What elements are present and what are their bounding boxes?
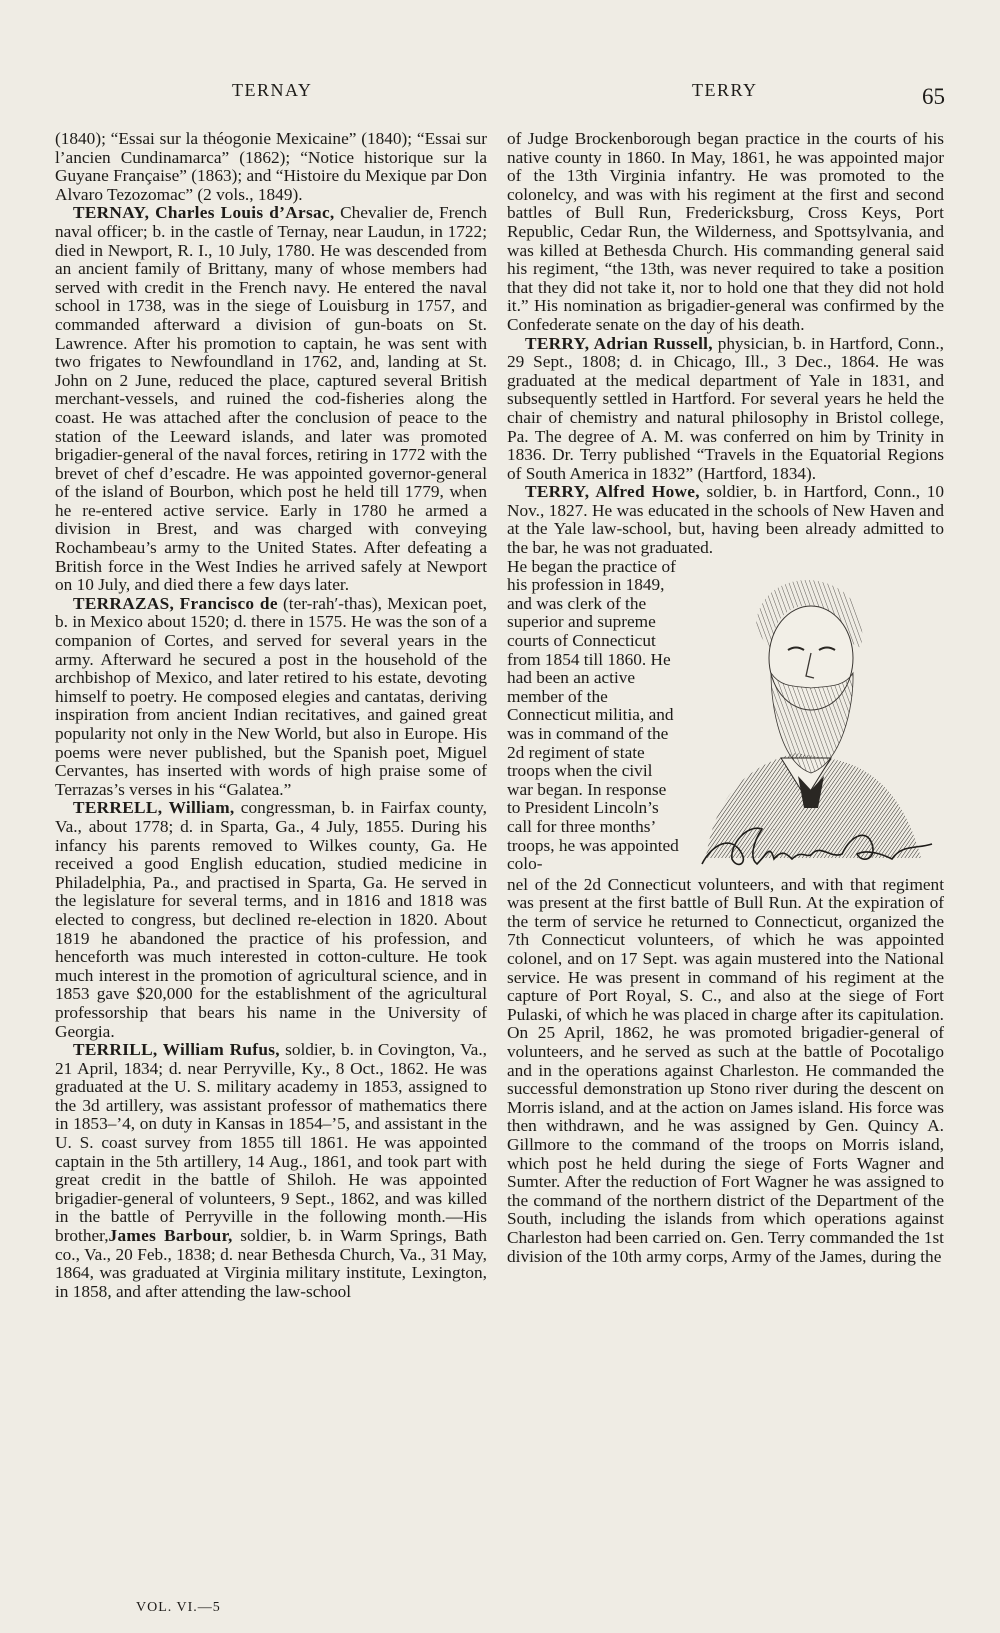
entry-alfred-terry-continued: nel of the 2d Connecticut volunteers, and with that regiment was present at the first battle of Bull Run. At the expiration of the term of service he returned to Connecticut, organized the 7th Connecticut volunteers, of which he was appointed colonel, and on 17 Sept. was again mustered into the National service. He was present in command of his regiment at the capture of Port Royal, S. C., and also at the siege of Fort Pulaski, of which he was placed in charge after its capitulation. On 25 April, 1862, he was promoted brigadier-general of volunteers, and he served as such at the battle of Pocotaligo and in the operations against Charleston. He commanded the successful demonstration up Stono river during the descent on Morris island, and at the action on James island. His force was then withdrawn, and he was assigned by Gen. Quincy A. Gillmore to the command of the troops on Morris island, which post he held during the siege of Forts Wagner and Sumter. After the reduction of Fort Wagner he was assigned to the command of the northern district of the Department of the South, including the islands from which operations against Charleston had been carried on. Gen. Terry commanded the 1st division of the 10th army corps, Army of the James, during the [507, 874, 944, 1266]
page-number: 65 [922, 84, 945, 109]
entry-terrill [55, 1041, 487, 1301]
entry-alfred-terry-narrow: He began the practice of his profession in 1849, and was clerk of the superior and supreme courts of Connecticut from 1854 till 1860. He had been an active member of the Connecticut militia, and was in command of the 2d regiment of state troops when the civil war began. In response to President Lincoln’s call for three months’ troops, he was appointed colo- [507, 557, 679, 874]
entry-heading: TERNAY, Charles Louis d’Arsac, [73, 203, 335, 223]
entry-heading: TERRY, Alfred Howe, [525, 482, 700, 502]
entry-subheading-james: James Barbour, [108, 1226, 233, 1246]
signature-graphic [692, 814, 942, 884]
entry-body: physician, b. in Hartford, Conn., 29 Sept., 1808; d. in Chicago, Ill., 3 Dec., 1864. He was graduated at the medical department of Yale in 1831, and subsequently settled in Hartford. For several years he held the chair of chemistry and natural philosophy in Bristol college, Pa. The degree of A. M. was conferred on him by Trinity in 1836. Dr. Terry published “Travels in the Equatorial Regions of South America in 1832” (Hartford, 1834). [507, 333, 944, 483]
entry-body: soldier, b. in Covington, Va., 21 April, 1834; d. near Perryville, Ky., 8 Oct., 1862. He was graduated at the U. S. military academy in 1853, assigned to the 3d artillery, was assistant professor of mathematics there in 1853–’4, on duty in Kansas in 1854–’5, and assistant in the U. S. coast survey from 1855 till 1861. He was appointed captain in the 5th artillery, 14 Aug., 1861, and took part with great credit in the battle of Shiloh. He was appointed brigadier-general of volunteers, 9 Sept., 1862, and was killed in the battle of Perryville in the following month.—His brother, [55, 1040, 487, 1246]
entry-ternay [55, 204, 487, 594]
running-head-left: TERNAY [232, 80, 313, 100]
entry-heading: TERRY, Adrian Russell, [525, 333, 713, 353]
entry-heading: TERRAZAS, Francisco de [73, 593, 278, 613]
entry-body: Chevalier de, French naval officer; b. in the castle of Ternay, near Laudun, in 1722; died in Newport, R. I., 10 July, 1780. He was descended from an ancient family of Brittany, many of whose members had served with credit in the French navy. He entered the naval school in 1738, was in the siege of Louisburg in 1757, and commanded afterward a division of gun-boats on St. Lawrence. After his promotion to captain, he was sent with two frigates to Newfoundland in 1762, and, landing at St. John on 2 June, reduced the place, captured several British merchant-vessels, and ruined the cod-fisheries along the coast. He was attached after the conclusion of peace to the station of the Leeward islands, and later was promoted brigadier-general of the naval forces, retiring in 1772 with the brevet of chef d’escadre. He was appointed governor-general of the island of Bourbon, which post he held till 1779, when he re-entered active service. Early in 1780 he armed a division in Brest, and was charged with conveying Rochambeau’s army to the United States. After defeating a British force in the West Indies he arrived safely at Newport on 10 July, and died there a few days later. [55, 203, 487, 595]
entry-heading: TERRILL, William Rufus, [73, 1040, 280, 1060]
running-head-right: TERRY [692, 80, 758, 100]
barbour-continuation: of Judge Brockenborough began practice in the courts of his native county in 1860. In May, 1861, he was appointed major of the 13th Virginia infantry. He was promoted to the colonelcy, and was with his regiment at the first and second battles of Bull Run, Fredericksburg, Cross Keys, Port Republic, Cedar Run, the Wilderness, and Spottsylvania, and was killed at Bethesda Church. His commanding general said his regiment, “the 13th, was never required to take a position that they did not take it, nor to hold one that they did not hold it.” His nomination as brigadier-general was confirmed by the Confederate senate on the day of his death. [507, 129, 944, 334]
entry-terrazas [55, 595, 487, 800]
tezozomac-continuation: (1840); “Essai sur la théogonie Mexicaine” (1840); “Essai sur l’ancien Cundinamarca” (1862); “Notice historique sur la Guyane Française” (1863); and “Histoire du Mexique par Don Alvaro Tezozomac” (2 vols., 1849). [55, 129, 487, 204]
entry-alfred-terry [507, 483, 944, 557]
entry-body: soldier, b. in Hartford, Conn., 10 Nov., 1827. He was educated in the schools of New Haven and at the Yale law-school, but, having been already admitted to the bar, he was not graduated. [507, 482, 944, 558]
entry-body: congressman, b. in Fairfax county, Va., about 1778; d. in Sparta, Ga., 4 July, 1855. During his infancy his parents removed to Wilkes county, Ga. He received a good English education, studied medicine in Philadelphia, Pa., and practised in Sparta, Ga. He served in the legislature for several terms, and in 1816 and 1818 was elected to congress, but declined re-election in 1820. About 1819 he abandoned the practice of his profession, and henceforth was much interested in cotton-culture. He took much interest in the promotion of agricultural science, and in 1853 gave $20,000 for the establishment of the agricultural professorship that bears his name in the University of Georgia. [55, 798, 487, 1041]
right-column [507, 130, 944, 1266]
entry-heading: TERRELL, William, [73, 798, 235, 818]
entry-terrell [55, 799, 487, 1041]
signature-stroke [702, 828, 932, 864]
entry-body-james: soldier, b. in Warm Springs, Bath co., Va., 20 Feb., 1838; d. near Bethesda Church, Va., 31 May, 1864, was graduated at Virginia military institute, Lexington, in 1858, and after attending the law-school [55, 1226, 487, 1301]
entry-body: (ter-rah′-thas), Mexican poet, b. in Mexico about 1520; d. there in 1575. He was the son of a companion of Cortes, and served for several years in the army. Afterward he secured a post in the household of the archbishop of Mexico, and later retired to his estate, devoting himself to poetry. He composed elegies and cantatas, deriving inspiration from ancient Indian recitatives, and gained great popularity not only in the New World, but also in Europe. His poems were never published, but the Spanish poet, Miguel Cervantes, has inserted with words of high praise some of Terrazas’s verses in his “Galatea.” [55, 593, 487, 799]
volume-signature-mark: VOL. VI.—5 [136, 1600, 221, 1615]
entry-adrian-terry [507, 335, 944, 484]
left-column [55, 130, 487, 1301]
